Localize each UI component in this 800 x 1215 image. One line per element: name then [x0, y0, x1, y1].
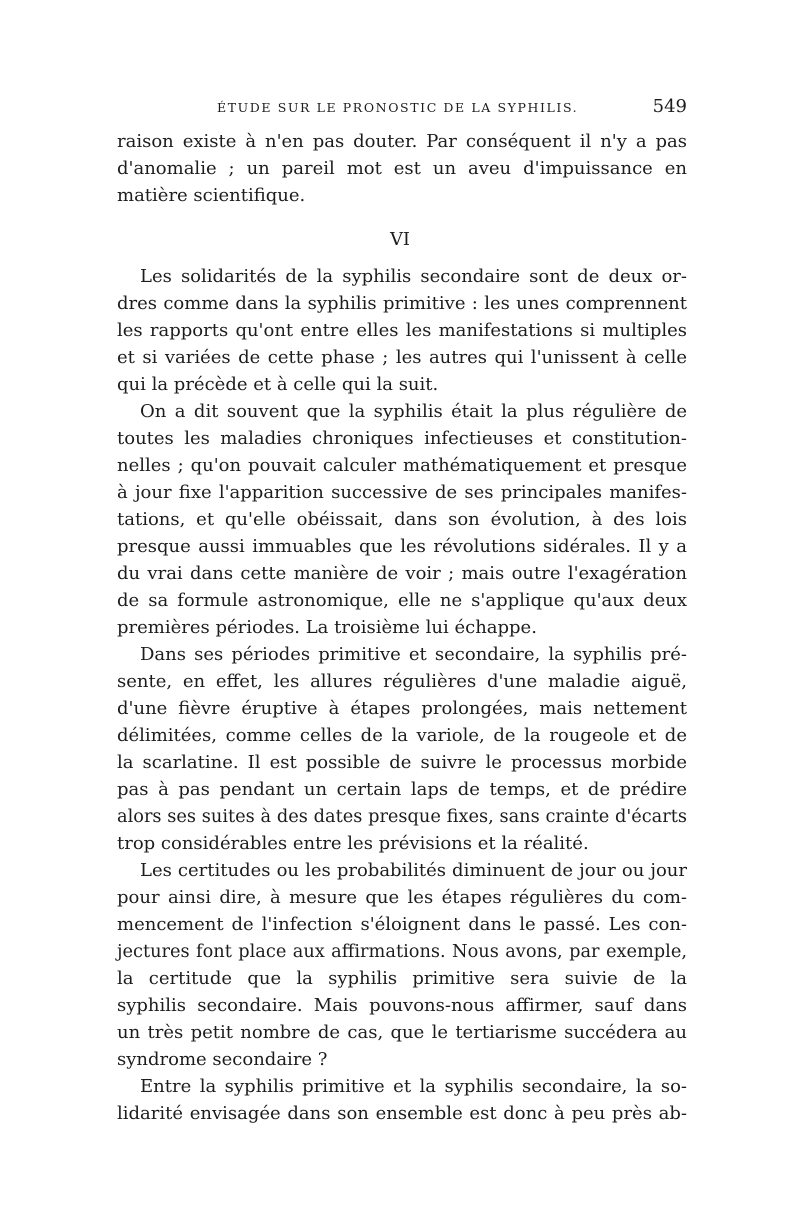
text-line: délimitées, comme celles de la variole, de la rougeole et de: [117, 725, 687, 746]
text-line: Les solidarités de la syphilis secondaire sont de deux or-: [140, 266, 687, 287]
text-line: Entre la syphilis primitive et la syphilis secondaire, la so-: [140, 1076, 687, 1097]
text-line: et si variées de cette phase ; les autres qui l'unissent à celle: [117, 347, 687, 368]
text-line: matière scientifique.: [117, 185, 306, 206]
text-line: jectures font place aux affirmations. Nous avons, par exemple,: [117, 942, 687, 962]
text-line: mencement de l'infection s'éloignent dans le passé. Les con-: [117, 914, 687, 935]
text-line: nelles ; qu'on pouvait calculer mathématiquement et presque: [117, 455, 687, 476]
text-line: d'une fièvre éruptive à étapes prolongées, mais nettement: [117, 698, 687, 719]
text-line: toutes les maladies chroniques infectieuses et constitution-: [117, 428, 687, 449]
running-head-title: ÉTUDE SUR LE PRONOSTIC DE LA SYPHILIS.: [217, 100, 579, 115]
text-line: dres comme dans la syphilis primitive : les unes comprennent: [117, 293, 687, 314]
text-line: les rapports qu'ont entre elles les manifestations si multiples: [117, 320, 687, 341]
running-header: [117, 96, 687, 122]
text-line: la scarlatine. Il est possible de suivre le processus morbide: [117, 752, 687, 773]
text-line: de sa formule astronomique, elle ne s'applique qu'aux deux: [117, 590, 687, 611]
text-line: On a dit souvent que la syphilis était la plus régulière de: [140, 401, 687, 422]
text-line: premières périodes. La troisième lui échappe.: [117, 617, 537, 638]
text-line: presque aussi immuables que les révolutions sidérales. Il y a: [117, 536, 687, 557]
text-line: lidarité envisagée dans son ensemble est donc à peu près ab-: [117, 1103, 687, 1124]
text-line: un très petit nombre de cas, que le tertiarisme succédera au: [117, 1022, 687, 1043]
text-line: à jour fixe l'apparition successive de ses principales manifes-: [117, 482, 687, 503]
text-line: sente, en effet, les allures régulières d'une maladie aiguë,: [117, 671, 687, 692]
page-number: 549: [652, 96, 687, 117]
text-line: pas à pas pendant un certain laps de temps, et de prédire: [117, 779, 687, 800]
text-line: qui la précède et à celle qui la suit.: [117, 374, 439, 395]
text-line: raison existe à n'en pas douter. Par conséquent il n'y a pas: [117, 131, 687, 152]
text-line: alors ses suites à des dates presque fixes, sans crainte d'écarts: [117, 807, 687, 827]
text-line: pour ainsi dire, à mesure que les étapes régulières du com-: [117, 887, 687, 908]
text-line: Dans ses périodes primitive et secondaire, la syphilis pré-: [140, 644, 687, 665]
text-line: Les certitudes ou les probabilités diminuent de jour ou jour: [140, 860, 687, 881]
text-line: trop considérables entre les prévisions et la réalité.: [117, 833, 589, 854]
text-line: syphilis secondaire. Mais pouvons-nous affirmer, sauf dans: [117, 995, 687, 1016]
text-line: tations, et qu'elle obéissait, dans son évolution, à des lois: [117, 509, 687, 530]
text-line: syndrome secondaire ?: [117, 1049, 328, 1070]
text-line: du vrai dans cette manière de voir ; mais outre l'exagération: [117, 563, 687, 584]
section-number: VI: [389, 229, 411, 250]
text-line: la certitude que la syphilis primitive sera suivie de la: [117, 968, 687, 989]
text-line: d'anomalie ; un pareil mot est un aveu d'impuissance en: [117, 158, 687, 179]
